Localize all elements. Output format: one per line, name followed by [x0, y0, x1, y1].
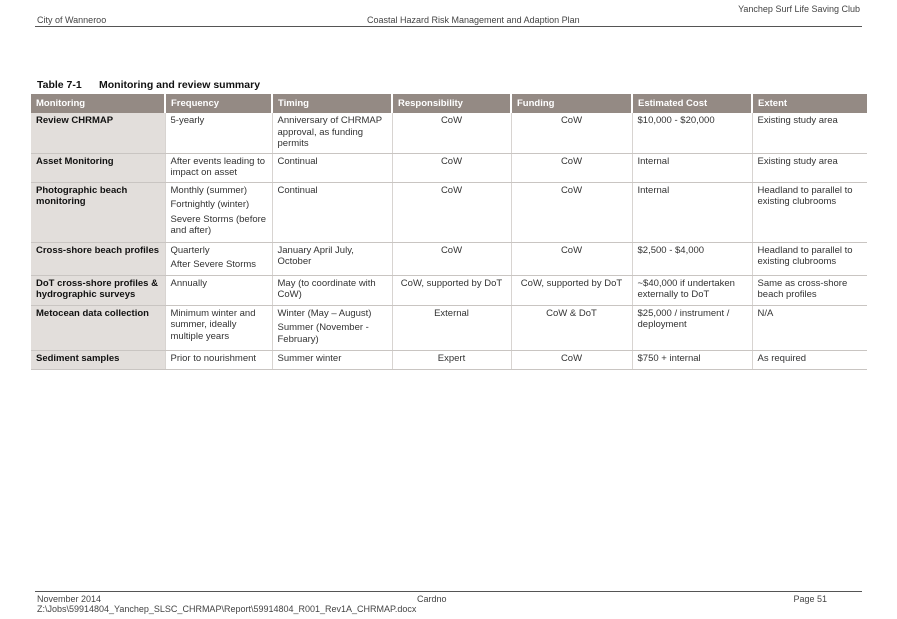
- cell-estimated-cost: Internal: [632, 153, 752, 182]
- footer-rule: [35, 591, 862, 592]
- monitoring-table: [31, 94, 867, 370]
- header-club-name: Yanchep Surf Life Saving Club: [738, 4, 860, 14]
- frequency-line: Monthly (summer): [170, 184, 248, 196]
- footer-company: Cardno: [417, 594, 447, 604]
- table-header-row: [31, 94, 867, 113]
- cell-timing: [272, 153, 392, 182]
- cell-monitoring: Metocean data collection: [31, 305, 165, 350]
- frequency-line: Severe Storms (before and after): [170, 213, 267, 236]
- header-estimated-cost: Estimated Cost: [632, 94, 752, 113]
- frequency-line: Prior to nourishment: [170, 352, 257, 364]
- header-funding: Funding: [511, 94, 632, 113]
- frequency-line: After events leading to impact on asset: [170, 155, 266, 178]
- cell-estimated-cost: $750 + internal: [632, 350, 752, 369]
- cell-funding: CoW: [511, 153, 632, 182]
- frequency-line: Quarterly: [170, 244, 210, 256]
- cell-extent: Existing study area: [752, 113, 867, 153]
- timing-line: January April July, October: [277, 244, 354, 267]
- table-row: [31, 350, 867, 369]
- cell-responsibility: CoW: [392, 242, 511, 275]
- cell-extent: Same as cross-shore beach profiles: [752, 275, 867, 305]
- cell-responsibility: Expert: [392, 350, 511, 369]
- cell-responsibility: CoW: [392, 153, 511, 182]
- cell-funding: CoW: [511, 113, 632, 153]
- header-responsibility: Responsibility: [392, 94, 511, 113]
- frequency-line: Annually: [170, 277, 207, 289]
- cell-timing: [272, 350, 392, 369]
- header-monitoring: Monitoring: [31, 94, 165, 113]
- header-document-title: Coastal Hazard Risk Management and Adaption Plan: [367, 15, 580, 25]
- cell-frequency: [165, 350, 272, 369]
- cell-frequency: [165, 153, 272, 182]
- footer-file-path: Z:\Jobs\59914804_Yanchep_SLSC_CHRMAP\Report\59914804_R001_Rev1A_CHRMAP.docx: [37, 604, 417, 614]
- cell-frequency: [165, 113, 272, 153]
- cell-timing: [272, 182, 392, 242]
- timing-line: Winter (May – August): [277, 307, 372, 319]
- cell-extent: Headland to parallel to existing clubrooms: [752, 182, 867, 242]
- cell-estimated-cost: ~$40,000 if undertaken externally to DoT: [632, 275, 752, 305]
- table-caption-number: Table 7-1: [37, 79, 82, 91]
- frequency-line: After Severe Storms: [170, 259, 257, 270]
- cell-extent: Existing study area: [752, 153, 867, 182]
- cell-monitoring: Review CHRMAP: [31, 113, 165, 153]
- cell-funding: CoW: [511, 350, 632, 369]
- table-row: [31, 153, 867, 182]
- table-caption-title: Monitoring and review summary: [99, 79, 261, 91]
- timing-line: Summer (November - February): [277, 322, 369, 345]
- timing-line: May (to coordinate with CoW): [277, 277, 376, 300]
- cell-monitoring: DoT cross-shore profiles & hydrographic surveys: [31, 275, 165, 305]
- cell-extent: As required: [752, 350, 867, 369]
- cell-responsibility: CoW: [392, 182, 511, 242]
- timing-line: Summer winter: [277, 352, 342, 364]
- timing-line: Anniversary of CHRMAP approval, as funding permits: [277, 115, 382, 149]
- frequency-line: Fortnightly (winter): [170, 199, 250, 210]
- cell-frequency: [165, 242, 272, 275]
- cell-extent: Headland to parallel to existing clubrooms: [752, 242, 867, 275]
- footer-date: November 2014: [37, 594, 102, 604]
- header-frequency: Frequency: [165, 94, 272, 113]
- cell-frequency: [165, 275, 272, 305]
- table-row: [31, 182, 867, 242]
- cell-responsibility: CoW: [392, 113, 511, 153]
- cell-funding: CoW & DoT: [511, 305, 632, 350]
- header-council-name: City of Wanneroo: [37, 15, 107, 25]
- table-row: [31, 275, 867, 305]
- cell-frequency: [165, 182, 272, 242]
- cell-monitoring: Cross-shore beach profiles: [31, 242, 165, 275]
- timing-line: Continual: [277, 155, 318, 167]
- cell-responsibility: CoW, supported by DoT: [392, 275, 511, 305]
- header-timing: Timing: [272, 94, 392, 113]
- frequency-line: 5-yearly: [170, 115, 205, 126]
- cell-timing: [272, 275, 392, 305]
- frequency-line: Minimum winter and summer, ideally multiple years: [170, 307, 256, 342]
- cell-responsibility: External: [392, 305, 511, 350]
- table-caption: [37, 79, 260, 91]
- cell-monitoring: Sediment samples: [31, 350, 165, 369]
- cell-timing: [272, 305, 392, 350]
- table-body: [31, 113, 867, 369]
- cell-estimated-cost: $25,000 / instrument / deployment: [632, 305, 752, 350]
- cell-monitoring: Asset Monitoring: [31, 153, 165, 182]
- cell-timing: [272, 242, 392, 275]
- timing-line: Continual: [277, 184, 318, 196]
- footer-page-number: Page 51: [793, 594, 827, 604]
- header-rule: [35, 26, 862, 27]
- cell-estimated-cost: $2,500 - $4,000: [632, 242, 752, 275]
- cell-timing: [272, 113, 392, 153]
- table-row: [31, 113, 867, 153]
- cell-funding: CoW, supported by DoT: [511, 275, 632, 305]
- cell-funding: CoW: [511, 182, 632, 242]
- cell-estimated-cost: Internal: [632, 182, 752, 242]
- cell-frequency: [165, 305, 272, 350]
- cell-funding: CoW: [511, 242, 632, 275]
- cell-estimated-cost: $10,000 - $20,000: [632, 113, 752, 153]
- cell-monitoring: Photographic beach monitoring: [31, 182, 165, 242]
- cell-extent: N/A: [752, 305, 867, 350]
- table-row: [31, 305, 867, 350]
- header-extent: Extent: [752, 94, 867, 113]
- table-header: [31, 94, 867, 113]
- table-row: [31, 242, 867, 275]
